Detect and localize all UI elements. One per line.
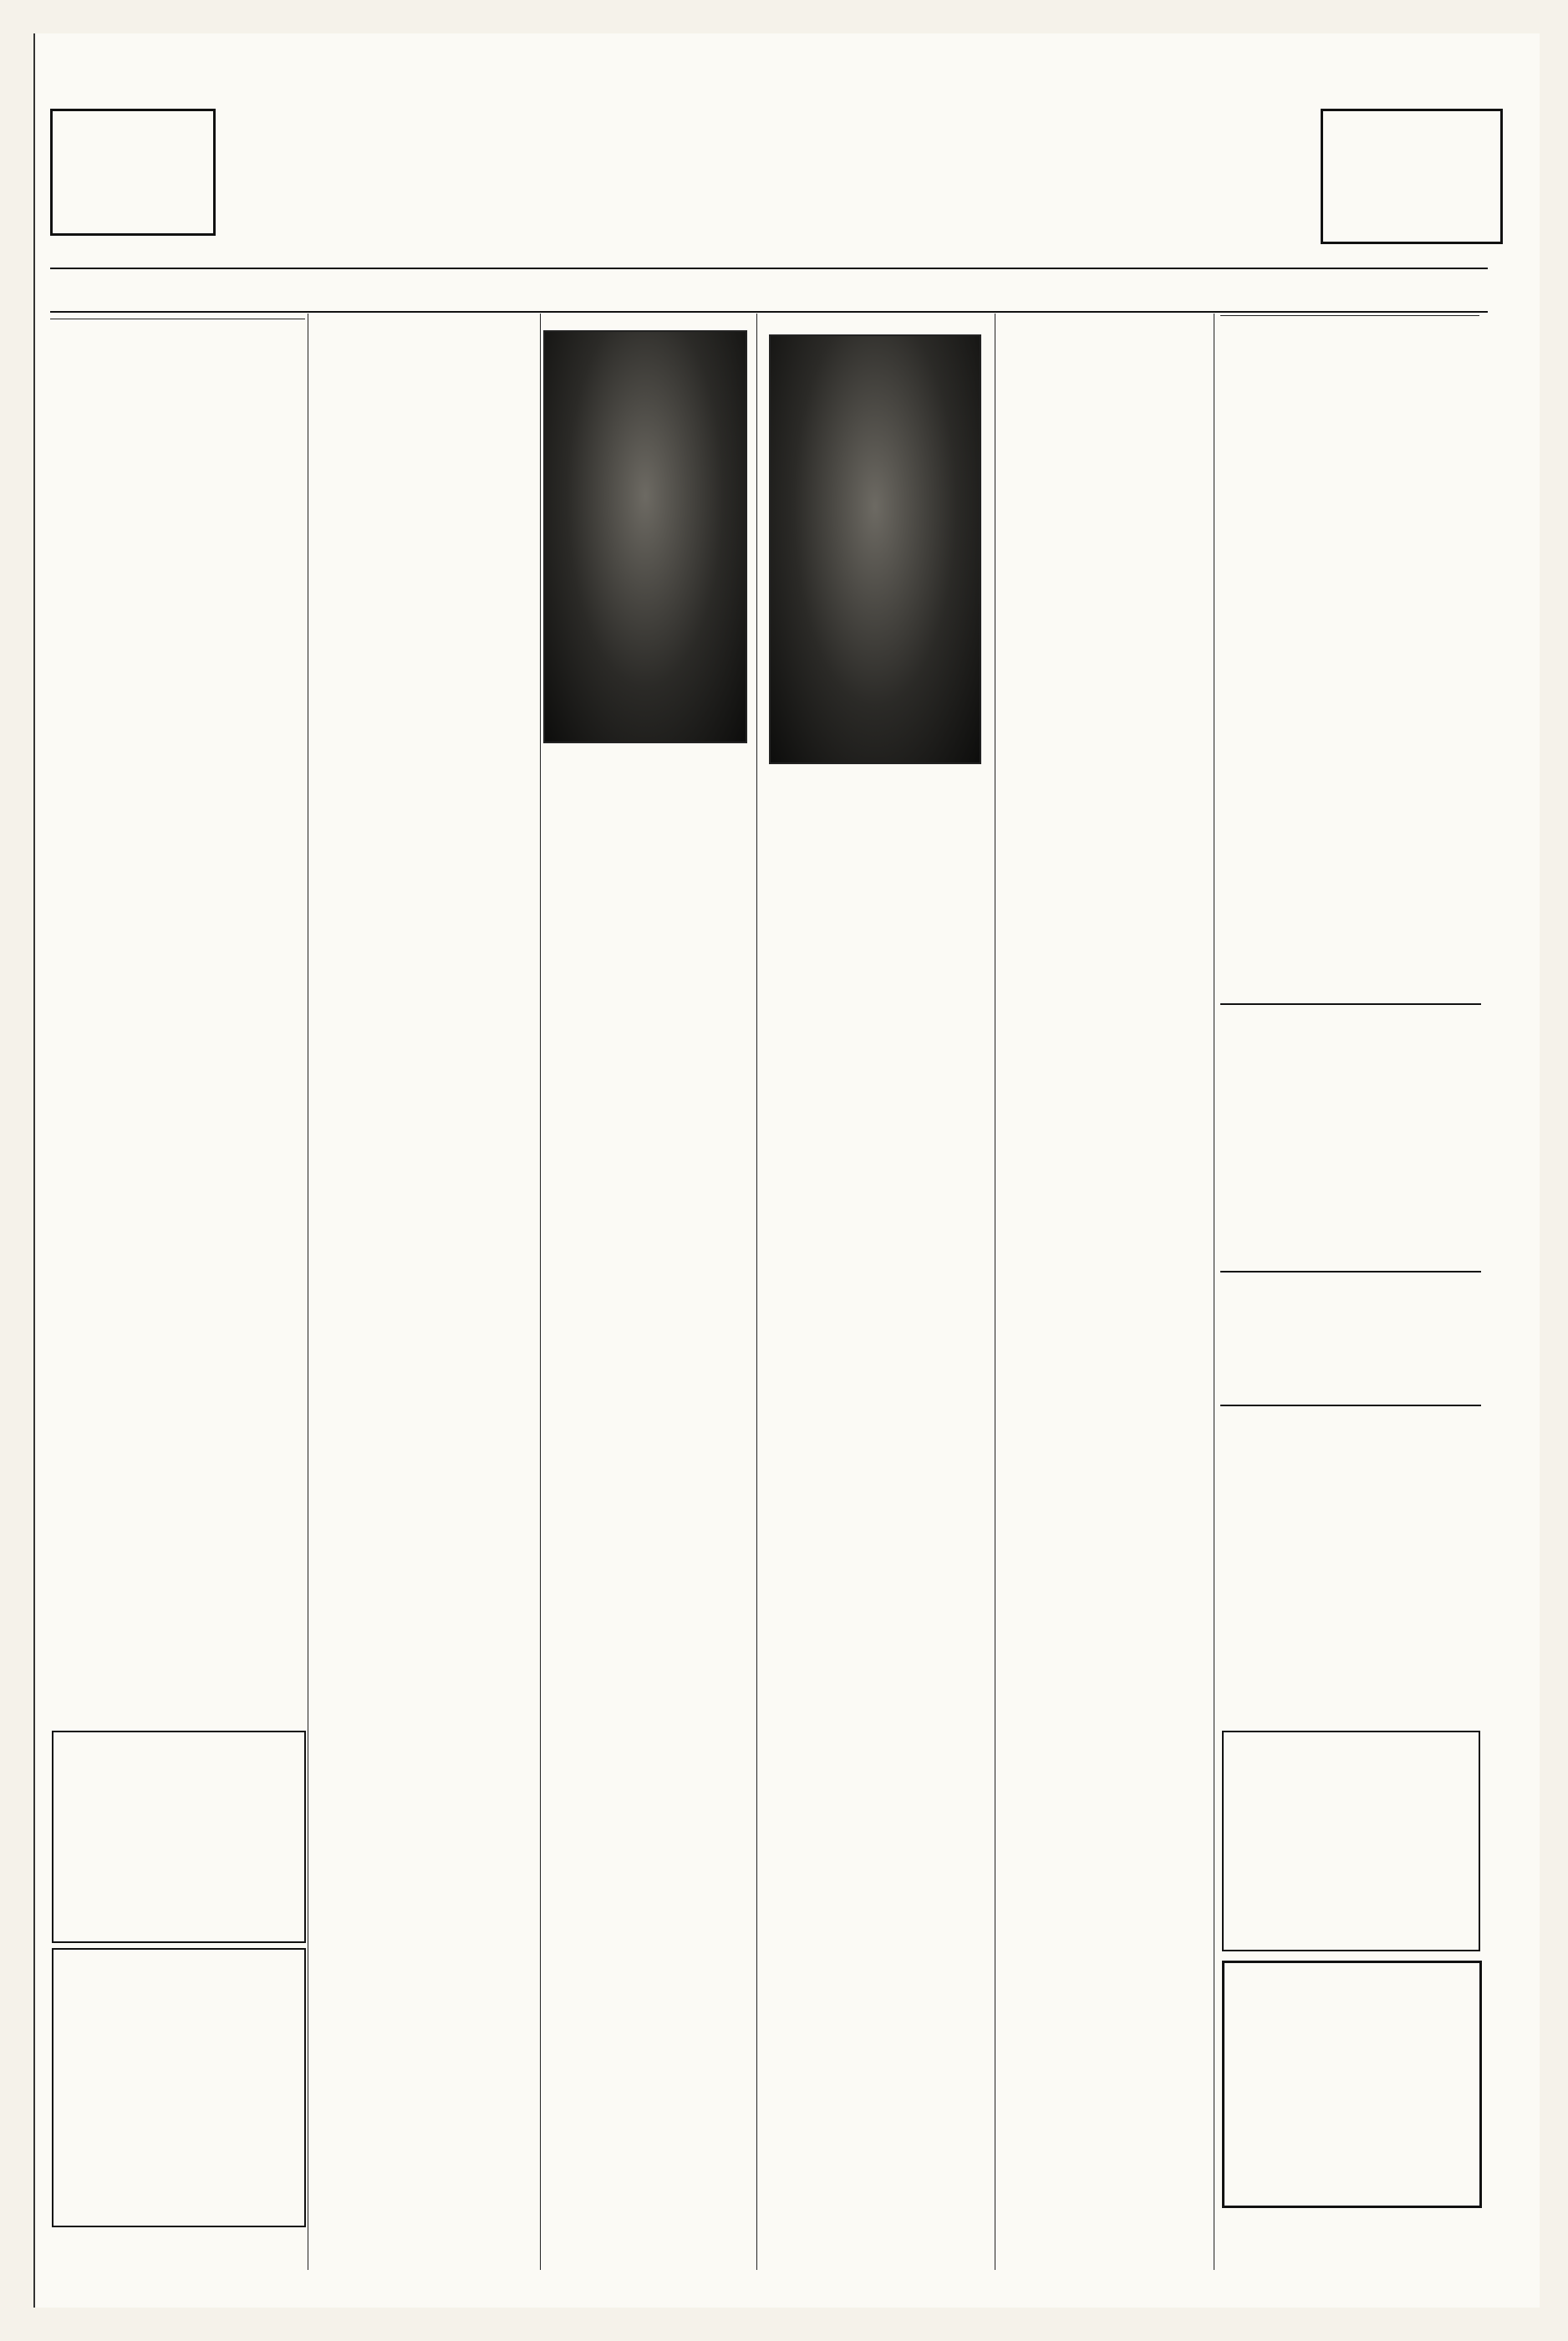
- right-ear-box: [1321, 109, 1503, 244]
- ad-bradford-barber-pool: [52, 1948, 306, 2227]
- column-4-upper: [761, 782, 986, 1660]
- column-3-lower: [543, 1664, 752, 2266]
- ad-body: [1220, 1012, 1481, 1015]
- column-2: [311, 314, 537, 2274]
- column-5: [1003, 314, 1212, 1484]
- column-3-upper: [543, 762, 752, 1657]
- ad-art-cleaners: [1220, 1405, 1481, 1707]
- column-6: [1220, 314, 1479, 999]
- column-rule: [756, 314, 757, 2270]
- ad-dixie-company: [1220, 1003, 1481, 1264]
- column-1: [50, 314, 305, 1701]
- ad-line: [53, 1742, 304, 1746]
- column-rule: [540, 314, 541, 2270]
- ad-madame-walker: [1222, 1961, 1482, 2208]
- ad-peoples-barber-shop: [1222, 1731, 1480, 1951]
- ad-barber-college: [1220, 1271, 1481, 1398]
- dateline-bar: [50, 268, 1488, 313]
- portrait-photo-robinson: [543, 330, 747, 743]
- left-ear-box: [50, 109, 216, 236]
- giving-happiness-title: [1220, 315, 1479, 319]
- ad-lud-strothers-cafe: [52, 1731, 306, 1943]
- column-4-lower: [761, 1664, 986, 2266]
- portrait-photo-green: [769, 334, 981, 764]
